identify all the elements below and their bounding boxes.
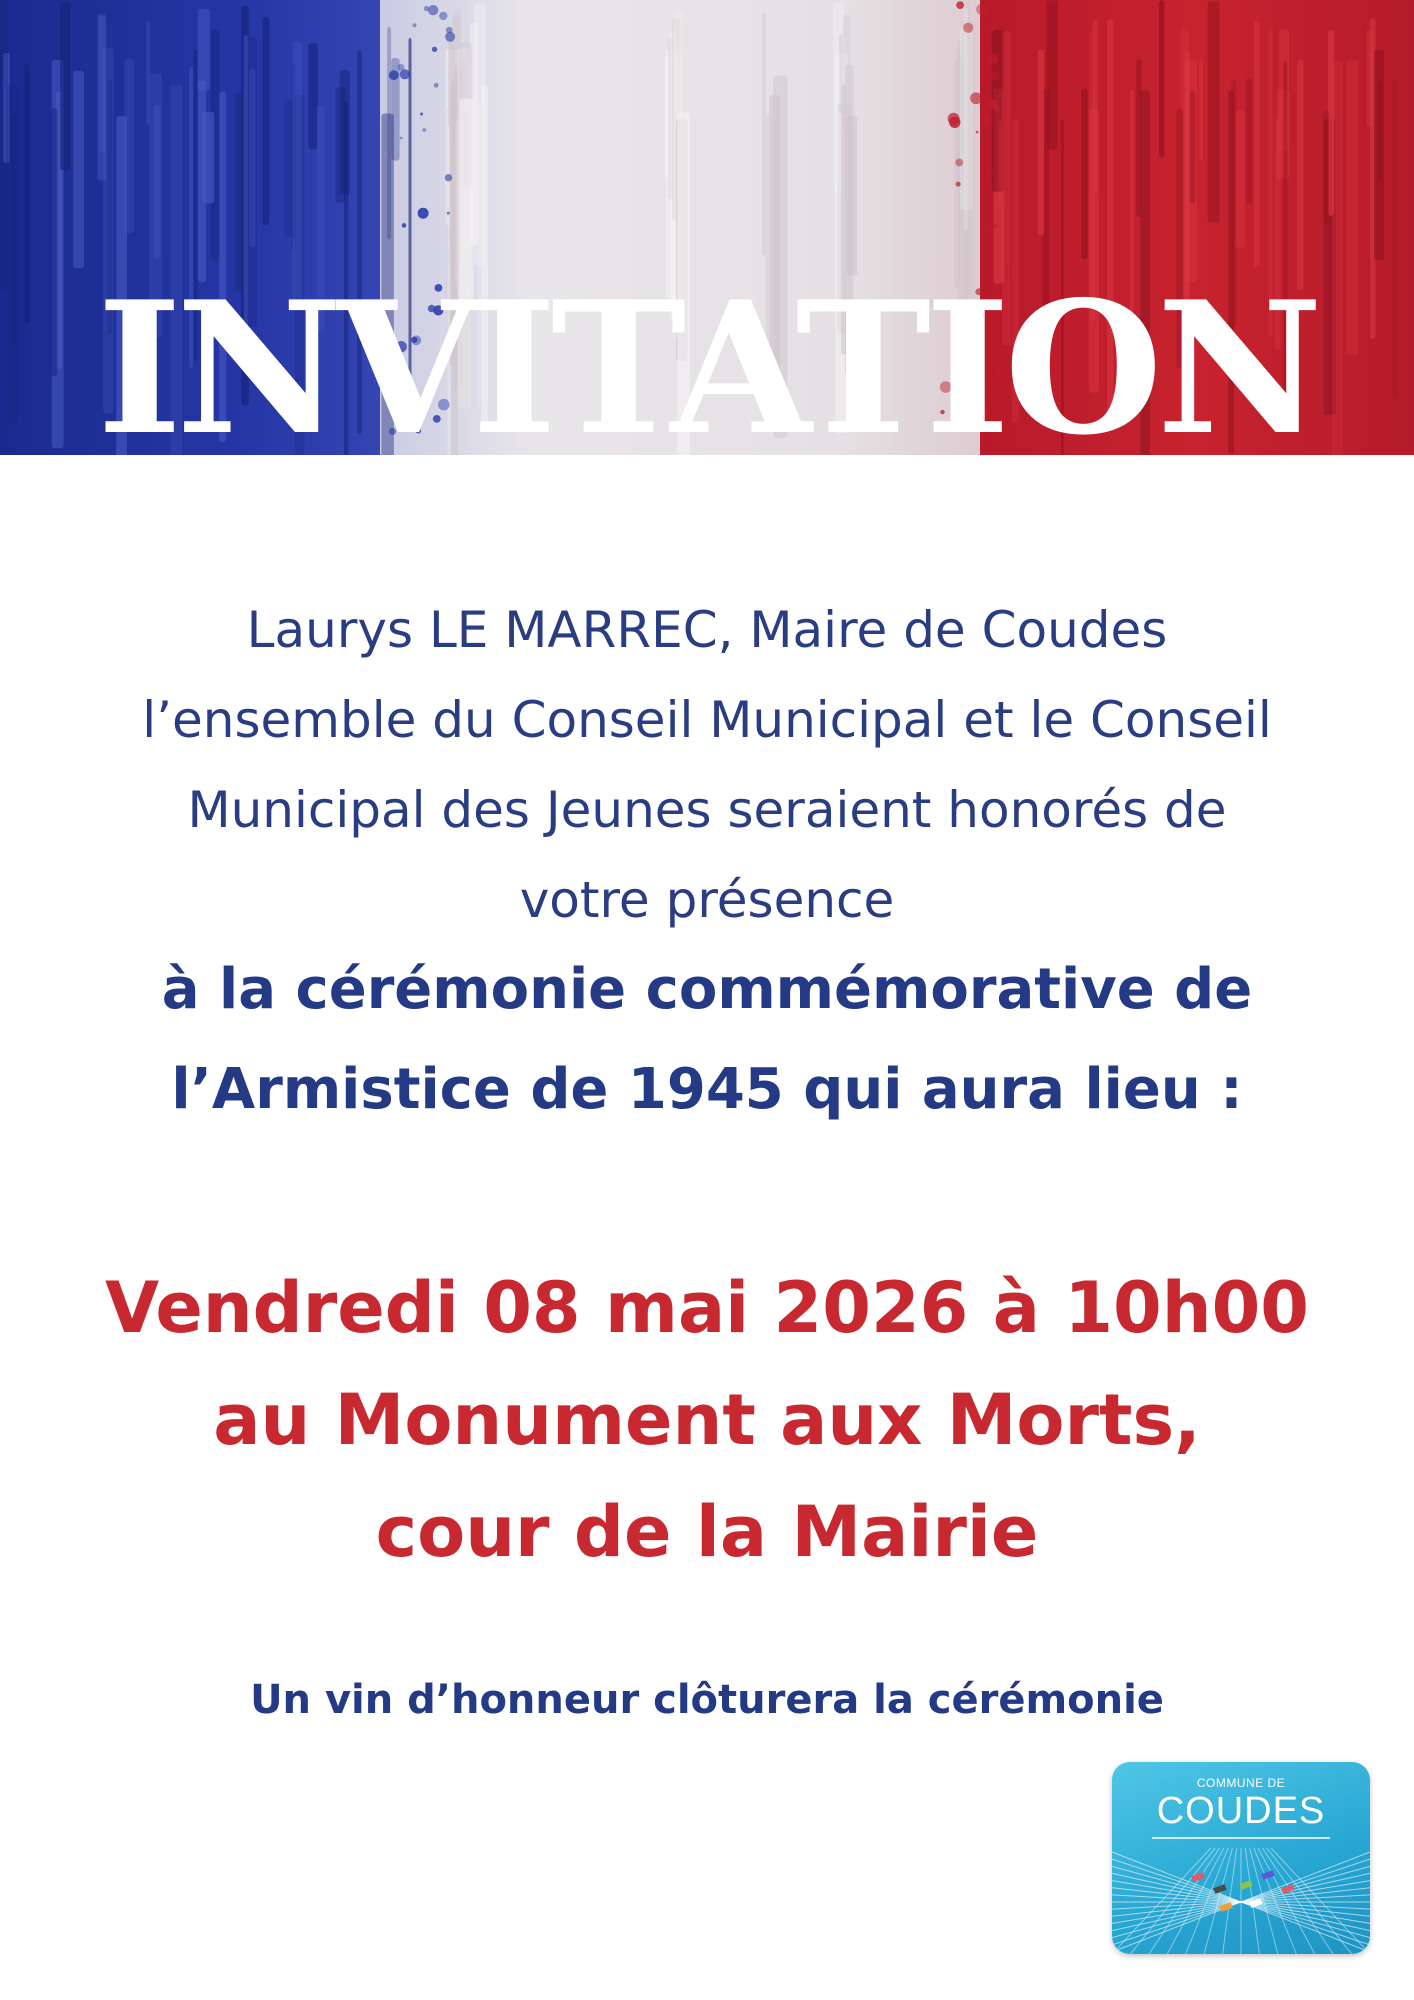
commune-logo — [1112, 1762, 1370, 1954]
flag-brush-streak — [146, 21, 150, 125]
intro-line: Municipal des Jeunes seraient honorés de — [187, 781, 1227, 839]
flag-brush-streak — [198, 9, 210, 91]
flag-paint-splatter — [963, 23, 973, 33]
flag-paint-splatter — [988, 224, 991, 227]
flag-paint-splatter — [400, 69, 410, 79]
flag-brush-streak — [1200, 59, 1204, 161]
flag-brush-streak — [73, 71, 84, 268]
flag-brush-streak — [1254, 21, 1260, 267]
flag-brush-streak — [202, 112, 214, 204]
flag-brush-streak — [1047, 0, 1058, 149]
flag-brush-streak — [847, 116, 858, 276]
flag-brush-streak — [0, 0, 8, 291]
flag-paint-splatter — [956, 182, 961, 187]
flag-brush-streak — [1081, 89, 1088, 260]
flag-brush-streak — [1246, 78, 1253, 204]
intro-line: l’ensemble du Conseil Municipal et le Conseil — [142, 691, 1272, 749]
flag-paint-splatter — [998, 94, 1001, 97]
flag-paint-splatter — [991, 170, 993, 172]
flag-brush-streak — [998, 120, 1003, 205]
flag-brush-streak — [98, 14, 107, 180]
flag-brush-streak — [60, 2, 71, 170]
flag-brush-streak — [308, 43, 317, 149]
flag-brush-streak — [1378, 81, 1382, 181]
event-place-line: cour de la Mairie — [375, 1491, 1039, 1573]
intro-text — [30, 585, 1384, 945]
ceremony-line: à la cérémonie commémorative de — [161, 957, 1253, 1022]
flag-paint-splatter — [956, 1, 964, 9]
ceremony-text — [30, 940, 1384, 1140]
flag-brush-streak — [262, 17, 269, 225]
flag-paint-splatter — [434, 83, 439, 88]
flag-brush-streak — [1159, 0, 1165, 157]
flag-paint-splatter — [422, 128, 426, 132]
flag-paint-splatter — [993, 224, 997, 228]
flag-paint-splatter — [400, 137, 403, 140]
flag-paint-splatter — [402, 223, 407, 228]
closing-note: Un vin d’honneur clôturera la cérémonie — [250, 1677, 1164, 1723]
logo-color-tile — [1213, 1884, 1226, 1894]
flag-brush-streak — [1189, 91, 1195, 204]
flag-brush-streak — [1367, 29, 1373, 126]
flag-paint-splatter — [998, 124, 1001, 127]
flag-paint-splatter — [389, 70, 399, 80]
flag-paint-splatter — [445, 174, 452, 181]
flag-paint-splatter — [445, 32, 455, 42]
flag-paint-splatter — [994, 106, 1001, 113]
flag-paint-splatter — [949, 117, 960, 128]
flag-brush-streak — [249, 68, 255, 247]
flag-paint-splatter — [992, 57, 997, 62]
logo-grid-line — [1149, 1848, 1220, 1954]
event-date-line: Vendredi 08 mai 2026 à 10h00 — [104, 1267, 1309, 1349]
flag-paint-splatter — [432, 47, 437, 52]
flag-brush-streak — [1208, 1, 1220, 223]
flag-paint-splatter — [982, 114, 993, 125]
flag-paint-splatter — [955, 159, 963, 167]
flag-paint-splatter — [420, 113, 423, 116]
flag-paint-splatter — [991, 71, 1000, 80]
flag-brush-streak — [1038, 50, 1044, 236]
logo-grid-line — [1262, 1848, 1333, 1954]
flag-paint-splatter — [976, 131, 979, 134]
flag-paint-splatter — [418, 208, 429, 219]
flag-brush-streak — [762, 13, 766, 256]
flag-brush-streak — [335, 87, 345, 202]
flag-brush-streak — [1297, 60, 1303, 291]
flag-brush-streak — [1323, 110, 1329, 223]
ceremony-line: l’Armistice de 1945 qui aura lieu : — [171, 1057, 1243, 1122]
flag-brush-streak — [1236, 111, 1245, 248]
event-place-line: au Monument aux Morts, — [213, 1379, 1201, 1461]
logo-name: COUDES — [1156, 1790, 1326, 1832]
intro-line: Laurys LE MARREC, Maire de Coudes — [246, 601, 1168, 659]
flag-paint-splatter — [447, 212, 450, 215]
flag-paint-splatter — [413, 23, 417, 27]
flag-brush-streak — [153, 105, 160, 259]
event-details — [30, 1252, 1384, 1588]
flag-paint-splatter — [976, 4, 987, 15]
logo-small-text: COMMUNE DE — [1196, 1776, 1286, 1790]
flag-paint-splatter — [970, 92, 982, 104]
intro-line: votre présence — [519, 871, 895, 929]
invitation-title: INVITATION — [96, 261, 1318, 475]
flag-paint-splatter — [428, 5, 438, 15]
flag-paint-splatter — [439, 12, 447, 20]
flag-paint-splatter — [990, 28, 995, 33]
flag-brush-streak — [125, 59, 134, 234]
